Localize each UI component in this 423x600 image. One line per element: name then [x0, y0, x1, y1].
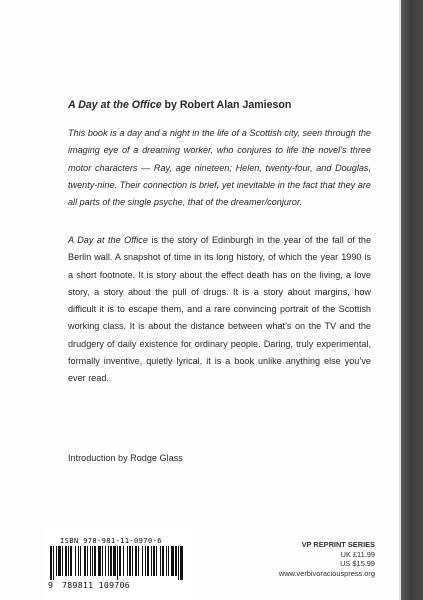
barcode-bar: [153, 546, 155, 576]
barcode-bar: [58, 546, 61, 576]
barcode-bar: [90, 546, 91, 576]
author-byline: by Robert Alan Jamieson: [161, 99, 292, 111]
barcode-bar: [151, 546, 152, 576]
barcode-bar: [119, 546, 121, 576]
barcode-bar: [87, 546, 88, 576]
barcode-bar: [110, 546, 112, 576]
barcode-lead-digit: 9: [48, 580, 53, 590]
barcode-bar: [132, 546, 133, 576]
title-line: [68, 98, 368, 112]
barcode-bar: [113, 546, 116, 576]
series-name: VP REPRINT SERIES: [301, 540, 375, 549]
barcode-bar: [178, 546, 179, 580]
description-text: is the story of Edinburgh in the year of the fall of the Berlin wall. A snapshot of time in its long history, of which the year 1990 is a short footnote. It is story about the effect death has on the living, a love story, a story about the pull of drugs. It is a story about margins, how difficult it is to escape them, and a rare convincing portrait of the Scottish working class. It is about the distance between what’s on the TV and the drudgery of daily existence for ordinary people. Daring, truly experimental, formally inventive, quietly lyrical, it is a book unlike anything else you’ve ever read.: [68, 235, 371, 384]
barcode-bar: [50, 546, 52, 580]
barcode-bar: [70, 546, 72, 576]
barcode-bar: [129, 546, 131, 576]
barcode-bar: [138, 546, 139, 576]
barcode-bar: [162, 546, 164, 576]
barcode-bar: [160, 546, 161, 576]
barcode-bar: [94, 546, 96, 576]
isbn-barcode: [44, 528, 192, 600]
barcode-bar: [105, 546, 106, 576]
barcode-bar: [92, 546, 93, 576]
description-title-ref: A Day at the Office: [68, 235, 148, 245]
barcode-bar: [108, 546, 109, 576]
book-title: A Day at the Office: [68, 99, 162, 111]
price-uk: UK £11.99: [340, 549, 375, 559]
barcode-bar: [68, 546, 69, 576]
series-info: [215, 540, 375, 578]
barcode-bar: [180, 546, 183, 580]
barcode-bar: [127, 546, 128, 576]
barcode-bar: [80, 546, 81, 576]
barcode-bar: [56, 546, 57, 576]
barcode-bar: [135, 546, 137, 576]
barcode-digits: 789811 109706: [62, 580, 130, 590]
barcode-bar: [75, 546, 76, 576]
barcode-bars: [50, 546, 184, 580]
description-paragraph: [68, 232, 371, 388]
barcode-bar: [171, 546, 174, 576]
barcode-bar: [84, 546, 86, 576]
barcode-bar: [147, 546, 149, 576]
barcode-bar: [62, 546, 63, 576]
publisher-website: www.verbivoraciouspress.org: [278, 568, 375, 578]
blurb-paragraph: This book is a day and a night in the life of a Scottish city, seen through the imaging eye of a dreaming worker, who conjures to life the novel’s three motor characters — Ray, age nineteen; Helen, twenty-four, and Douglas, twenty-nine. Their connection is brief, yet inevitable in the fact that they are all parts of the single psyche, that of the dreamer/conjuror.: [68, 128, 371, 208]
barcode-bar: [102, 546, 103, 576]
barcode-bar: [117, 546, 118, 580]
barcode-bar: [53, 546, 54, 580]
barcode-bar: [65, 546, 67, 576]
barcode-bar: [166, 546, 167, 576]
spine-shadow: [401, 0, 423, 600]
barcode-bar: [175, 546, 177, 576]
barcode-bar: [98, 546, 101, 576]
isbn-label: ISBN 978-981-11-0970-6: [60, 536, 162, 545]
barcode-bar: [156, 546, 157, 576]
barcode-bar: [145, 546, 146, 576]
barcode-bar: [168, 546, 169, 576]
barcode-bar: [142, 546, 143, 576]
price-us: US $15.99: [340, 559, 375, 569]
barcode-bar: [123, 546, 124, 576]
introduction-credit: Introduction by Rodge Glass: [68, 453, 183, 463]
barcode-bar: [78, 546, 79, 576]
